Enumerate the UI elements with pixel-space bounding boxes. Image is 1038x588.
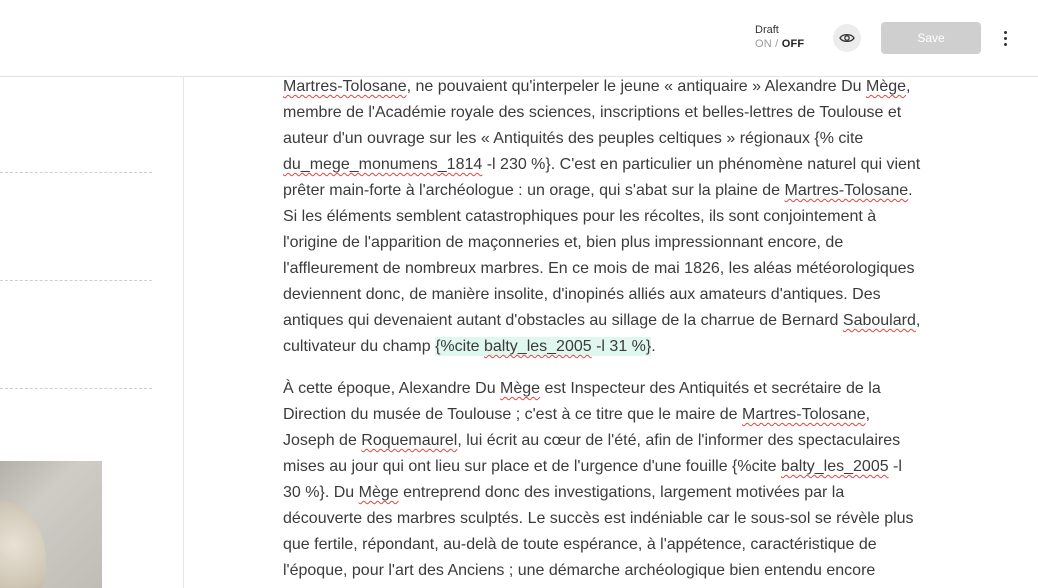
misspelled-word: balty_les_2005 (780, 458, 889, 475)
text-line (283, 74, 943, 100)
citation-highlight: -l 31 %} (591, 338, 652, 355)
text-line (283, 230, 943, 256)
text-segment: prêter main-forte à l'archéologue : un orage, qui s'abat sur la plaine de (283, 182, 785, 199)
text-line (283, 308, 943, 334)
text-line (283, 428, 943, 454)
text-segment: -l 230 %}. C'est en particulier un phénomène naturel qui vient (482, 156, 921, 173)
text-segment: entreprend donc des investigations, largement motivées par la (398, 484, 845, 501)
text-line (283, 480, 943, 506)
misspelled-word: Mège (500, 380, 541, 397)
text-segment: , (865, 406, 871, 423)
text-segment: l'affleurement de nombreux marbres. En ce mois de mai 1826, les aléas météorologiques (283, 260, 915, 277)
draft-label: Draft (755, 24, 779, 36)
text-line (283, 454, 943, 480)
text-segment: membre de l'Académie royale des sciences, inscriptions et belles-lettres de Toulouse et (283, 104, 902, 121)
text-segment: mises au jour qui ont lieu sur place et de l'urgence d'une fouille {%cite (283, 458, 781, 475)
misspelled-word: Roquemaurel (361, 432, 458, 449)
misspelled-word: du_mege_monumens_1814 (283, 156, 483, 173)
text-line (283, 376, 943, 402)
paragraph[interactable] (283, 74, 943, 360)
draft-switch[interactable] (755, 37, 804, 51)
text-segment: 30 %}. Du (283, 484, 359, 501)
text-line (283, 152, 943, 178)
misspelled-word: Mège (865, 78, 907, 95)
text-segment: , lui écrit au cœur de l'été, afin de l'informer des spectaculaires (457, 432, 901, 449)
text-segment: découverte des marbres sculptés. Le succès est indéniable car le sous-sol se révèle plus (283, 510, 914, 527)
draft-separator: / (775, 38, 779, 50)
text-segment: cultivateur du champ (283, 338, 436, 355)
text-line (283, 100, 943, 126)
misspelled-word: Martres-Tolosane (784, 182, 909, 199)
eye-icon (839, 32, 855, 44)
text-segment: que fertile, répondant, au-delà de toute espérance, à l'appétence, caractéristique de (283, 536, 877, 553)
more-options-icon[interactable] (995, 26, 1015, 50)
text-segment: antiques qui devenaient autant d'obstacles au sillage de la charrue de Bernard (283, 312, 843, 329)
misspelled-word: Mège (358, 484, 399, 501)
document-body[interactable] (283, 74, 943, 584)
text-segment: , (915, 312, 921, 329)
preview-button[interactable] (833, 24, 861, 52)
text-segment: est Inspecteur des Antiquités et secrétaire de la (540, 380, 881, 397)
text-line (283, 126, 943, 152)
text-line (283, 532, 943, 558)
text-segment: l'origine de l'apparition de maçonneries et, bien plus impressionnant encore, de (283, 234, 844, 251)
text-segment: Direction du musée de Toulouse ; c'est à ce titre que le maire de (283, 406, 743, 423)
text-segment: . (651, 338, 656, 355)
text-line (283, 334, 943, 360)
sidebar (0, 77, 184, 588)
text-segment: Si les éléments semblent catastrophiques pour les récoltes, ils sont conjointement à (283, 208, 877, 225)
text-segment: deviennent donc, de manière insolite, d'inopinés alliés aux amateurs d'antiques. Des (283, 286, 881, 303)
misspelled-word: Martres-Tolosane (283, 78, 407, 95)
text-line (283, 402, 943, 428)
text-segment: . (908, 182, 913, 199)
text-line (283, 558, 943, 584)
text-segment: auteur d'un ouvrage sur les « Antiquités des peuples celtiques » régionaux {% cite (283, 130, 864, 147)
text-segment: Joseph de (283, 432, 362, 449)
save-button[interactable]: Save (881, 22, 981, 54)
citation-highlight: balty_les_2005 (484, 338, 592, 355)
text-line (283, 204, 943, 230)
text-segment: l'époque, pour l'art des Anciens ; une démarche archéologique bien entendu encore (283, 562, 876, 579)
misspelled-word: Martres-Tolosane (742, 406, 866, 423)
sidebar-divider (0, 280, 152, 281)
text-line (283, 256, 943, 282)
marble-fragment-image (0, 501, 46, 588)
text-segment: , ne pouvaient qu'interpeler le jeune « antiquaire » Alexandre Du (406, 78, 866, 95)
sculpture-thumbnail[interactable] (0, 461, 102, 588)
text-line (283, 282, 943, 308)
draft-off-option[interactable]: OFF (781, 38, 805, 50)
draft-on-option[interactable]: ON (755, 38, 772, 50)
misspelled-word: Saboulard (842, 312, 916, 329)
sidebar-divider (0, 172, 152, 173)
draft-toggle[interactable] (755, 23, 804, 51)
sidebar-divider (0, 388, 152, 389)
paragraph[interactable] (283, 376, 943, 584)
text-segment: À cette époque, Alexandre Du (283, 380, 501, 397)
text-segment: , (906, 78, 911, 95)
text-line (283, 178, 943, 204)
text-line (283, 506, 943, 532)
text-segment: -l (888, 458, 902, 475)
citation-highlight: {%cite (435, 338, 484, 355)
top-bar (0, 0, 1038, 77)
